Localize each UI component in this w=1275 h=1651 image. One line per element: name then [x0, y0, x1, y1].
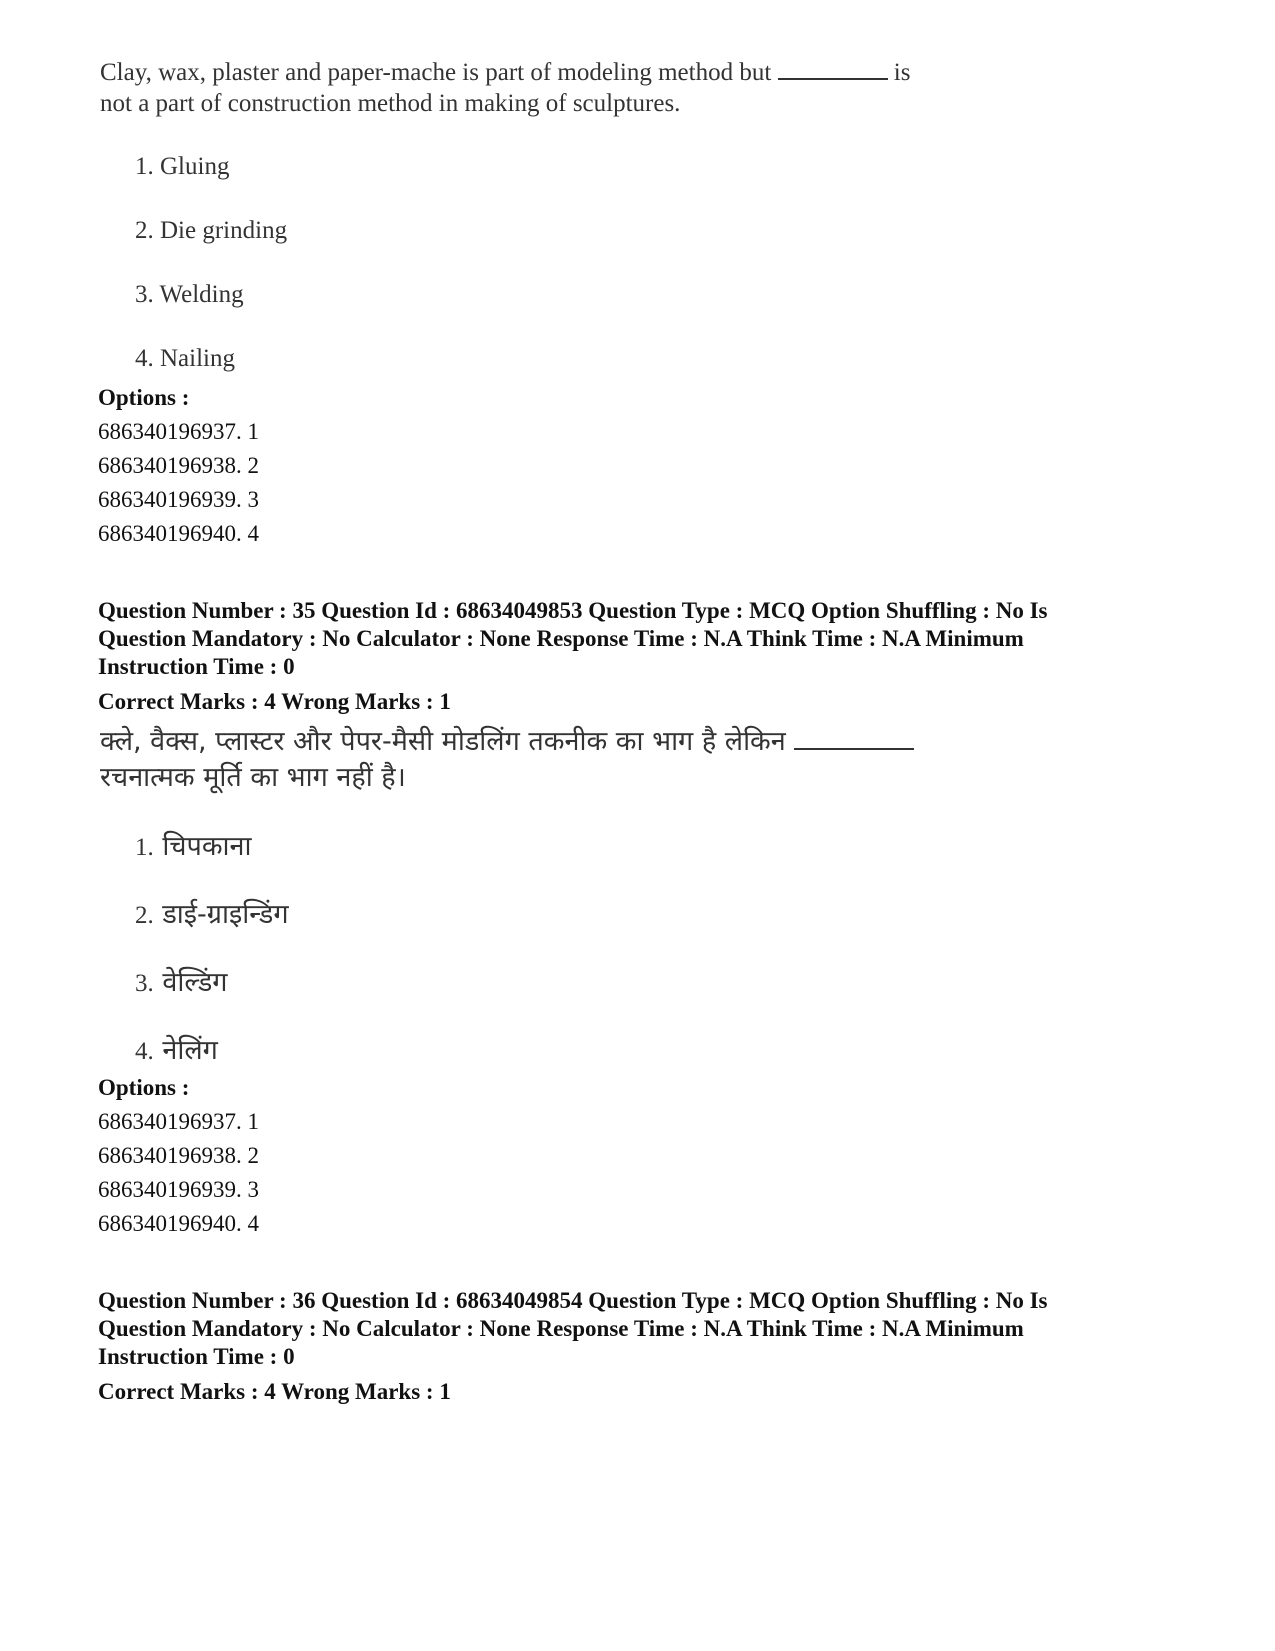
question-text-line-2: not a part of construction method in making of sculptures.	[100, 90, 681, 117]
options-label: Options :	[98, 385, 190, 410]
question-meta-line: Question Mandatory : No Calculator : None Response Time : N.A Think Time : N.A Minimum	[98, 626, 1024, 651]
question-meta-line: Question Mandatory : No Calculator : None Response Time : N.A Think Time : N.A Minimum	[98, 1316, 1024, 1341]
question-text-part: is	[893, 59, 911, 86]
choice-item	[135, 830, 252, 865]
question-text-hindi-line-2: रचनात्मक मूर्ति का भाग नहीं है।	[100, 762, 406, 793]
choice-number: 4.	[135, 1038, 154, 1065]
question-meta-line: Instruction Time : 0	[98, 1344, 295, 1369]
choice-item	[135, 966, 228, 1001]
option-id: 686340196937. 1	[98, 1109, 259, 1134]
question-meta-line: Question Number : 36 Question Id : 68634049854 Question Type : MCQ Option Shuffling : No Is	[98, 1288, 1048, 1313]
option-id: 686340196940. 4	[98, 1211, 259, 1236]
choice-number: 2.	[135, 902, 154, 929]
choice-text: चिपकाना	[162, 831, 252, 862]
marks-line: Correct Marks : 4 Wrong Marks : 1	[98, 1379, 451, 1404]
question-meta-line: Question Number : 35 Question Id : 68634049853 Question Type : MCQ Option Shuffling : No Is	[98, 598, 1048, 623]
option-id: 686340196937. 1	[98, 419, 259, 444]
question-meta-line: Instruction Time : 0	[98, 654, 295, 679]
choice-number: 3.	[135, 970, 154, 997]
choice-text: डाई-ग्राइन्डिंग	[162, 899, 289, 930]
choice-item: 1. Gluing	[135, 153, 230, 180]
option-id: 686340196939. 3	[98, 487, 259, 512]
answer-blank	[794, 722, 914, 750]
choice-text: वेल्डिंग	[162, 967, 228, 998]
choice-text: नेलिंग	[162, 1035, 218, 1066]
option-id: 686340196938. 2	[98, 1143, 259, 1168]
choice-item: 3. Welding	[135, 281, 244, 308]
choice-item: 2. Die grinding	[135, 217, 288, 244]
choice-item	[135, 1034, 218, 1069]
marks-line: Correct Marks : 4 Wrong Marks : 1	[98, 689, 451, 714]
answer-blank	[778, 56, 888, 80]
choice-item	[135, 898, 289, 933]
question-text-part: Clay, wax, plaster and paper-mache is part of modeling method but	[100, 59, 772, 86]
option-id: 686340196939. 3	[98, 1177, 259, 1202]
options-label: Options :	[98, 1075, 190, 1100]
choice-number: 1.	[135, 834, 154, 861]
choice-item: 4. Nailing	[135, 345, 235, 372]
question-text-line-1	[100, 56, 910, 89]
option-id: 686340196938. 2	[98, 453, 259, 478]
question-text-part: क्ले, वैक्स, प्लास्टर और पेपर-मैसी मोडलिंग तकनीक का भाग है लेकिन	[100, 726, 786, 757]
question-text-hindi-line-1	[100, 722, 914, 760]
option-id: 686340196940. 4	[98, 521, 259, 546]
